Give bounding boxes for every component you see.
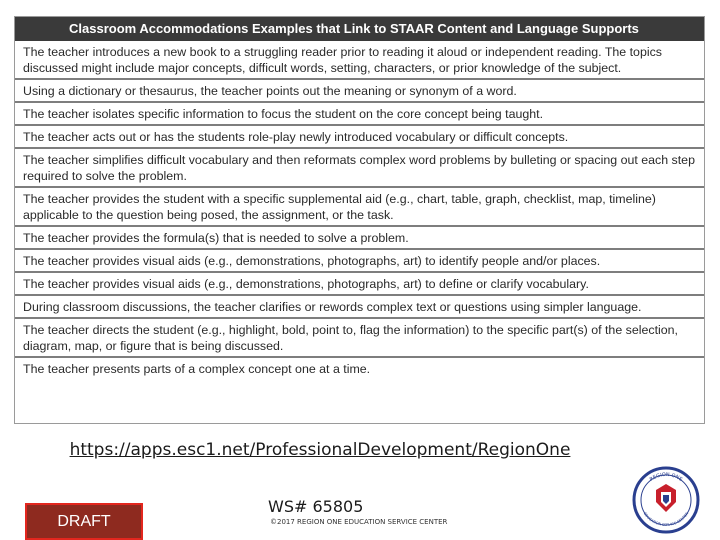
accommodations-table	[14, 16, 705, 424]
table-row: The teacher provides the student with a specific supplemental aid (e.g., chart, table, graph, checklist, map, timeline) applicable to the question being posed, the assignment, or the task.	[15, 186, 704, 225]
region-one-seal-icon	[632, 466, 700, 534]
table-row: Using a dictionary or thesaurus, the teacher points out the meaning or synonym of a word.	[15, 78, 704, 101]
table-row: The teacher introduces a new book to a struggling reader prior to reading it aloud or independent reading. The topics discussed might include major concepts, difficult words, setting, characters, or prior knowledge of the subject.	[23, 45, 662, 75]
ws-number: WS# 65805	[268, 497, 364, 516]
table-row: The teacher simplifies difficult vocabulary and then reformats complex word problems by bulleting or spacing out each step required to solve the problem.	[15, 147, 704, 186]
draft-badge: DRAFT	[25, 503, 143, 540]
table-row: During classroom discussions, the teacher clarifies or rewords complex text or questions using simpler language.	[15, 294, 704, 317]
table-row: The teacher provides the formula(s) that is needed to solve a problem.	[15, 225, 704, 248]
table-row: The teacher provides visual aids (e.g., demonstrations, photographs, art) to identify people and/or places.	[15, 248, 704, 271]
table-row: The teacher presents parts of a complex concept one at a time.	[15, 356, 704, 379]
table-row: The teacher provides visual aids (e.g., demonstrations, photographs, art) to define or clarify vocabulary.	[15, 271, 704, 294]
table-body	[15, 41, 704, 379]
table-row: The teacher isolates specific information to focus the student on the core concept being taught.	[15, 101, 704, 124]
copyright-text: ©2017 REGION ONE EDUCATION SERVICE CENTER	[270, 518, 448, 526]
table-row: The teacher directs the student (e.g., highlight, bold, point to, flag the information) to the specific part(s) of the selection, diagram, map, or figure that is being discussed.	[15, 317, 704, 356]
seal-bottom-text: EDUCATION SERVICE CENTER	[642, 511, 690, 528]
seal-top-text: REGION ONE	[648, 471, 684, 483]
professional-development-link[interactable]: https://apps.esc1.net/ProfessionalDevelopment/RegionOne	[69, 440, 571, 460]
table-title: Classroom Accommodations Examples that Link to STAAR Content and Language Supports	[15, 17, 704, 41]
table-row: The teacher acts out or has the students role-play newly introduced vocabulary or difficult concepts.	[15, 124, 704, 147]
